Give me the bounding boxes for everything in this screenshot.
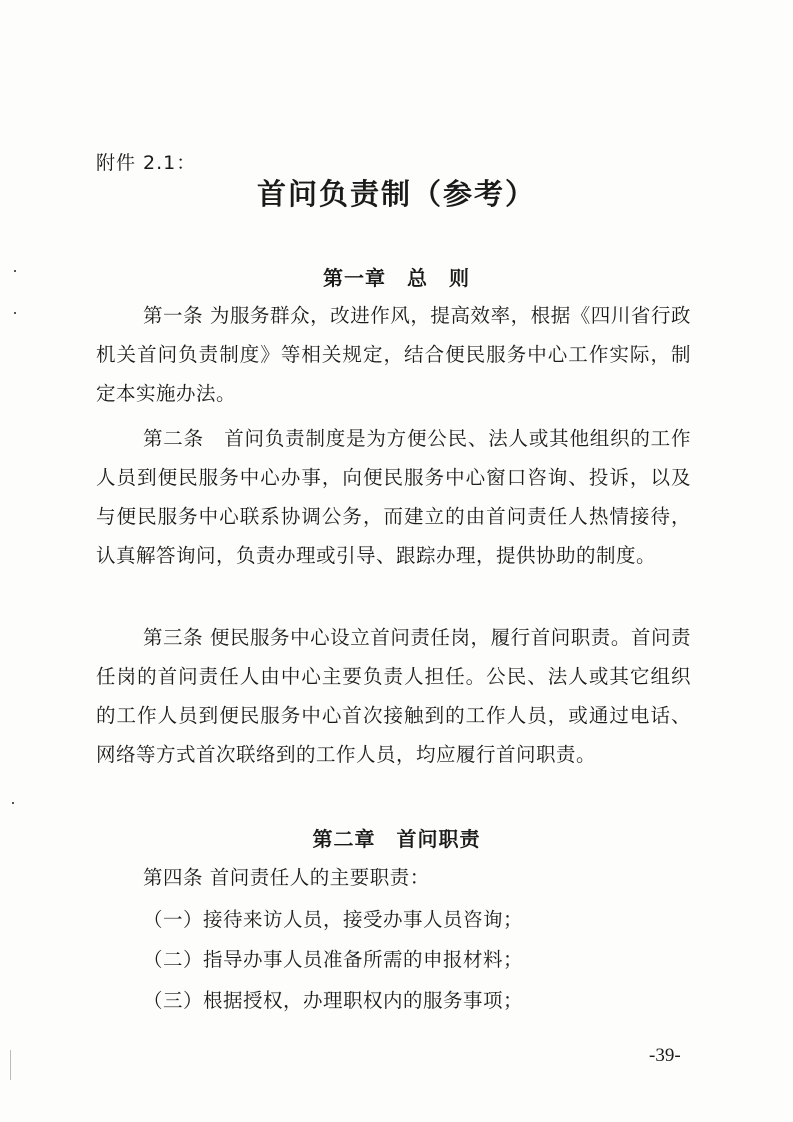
scan-margin-dot [14, 270, 16, 272]
duty-item-2: （二）指导办事人员准备所需的申报材料； [143, 948, 524, 971]
duty-item-1: （一）接待来访人员，接受办事人员咨询； [143, 908, 524, 931]
article-4-line: 第四条 首问责任人的主要职责： [143, 866, 430, 889]
article-3-paragraph: 第三条 便民服务中心设立首问责任岗，履行首问职责。首问责任岗的首问责任人由中心主要负责人担任。公民、法人或其它组织的工作人员到便民服务中心首次接触到的工作人员，或通过电话、网络等方式首次联络到的工作人员，均应履行首问职责。 [96, 626, 691, 766]
chapter-2-heading: 第二章 首问职责 [312, 827, 481, 851]
page-number: -39- [649, 1045, 681, 1066]
scan-margin-dot [14, 312, 16, 314]
document-title: 首问负责制（参考） [256, 177, 536, 211]
scan-margin-dot [12, 802, 14, 804]
attachment-label: 附件 2.1： [96, 152, 197, 174]
article-1-paragraph: 第一条 为服务群众，改进作风，提高效率，根据《四川省行政机关首问负责制度》等相关规定，结合便民服务中心工作实际，制定本实施办法。 [96, 304, 691, 405]
duty-item-3: （三）根据授权，办理职权内的服务事项； [143, 989, 524, 1012]
scan-margin-line [10, 1050, 11, 1080]
chapter-1-heading: 第一章 总 则 [323, 266, 470, 290]
article-2-paragraph: 第二条 首问负责制度是为方便公民、法人或其他组织的工作人员到便民服务中心办事，向便民服务中心窗口咨询、投诉，以及与便民服务中心联系协调公务，而建立的由首问责任人热情接待，认真解答询问，负责办理或引导、跟踪办理，提供协助的制度。 [96, 427, 691, 567]
